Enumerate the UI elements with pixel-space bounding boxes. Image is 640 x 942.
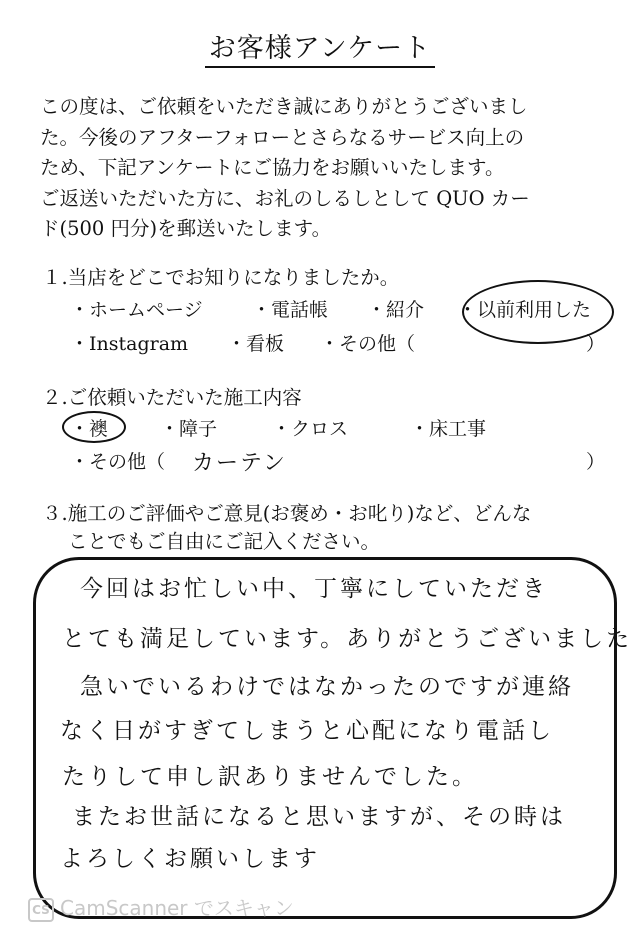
q2-close-paren: ） [586,451,606,473]
comment-line: またお世話になると思いますが、その時は [72,804,566,830]
camscanner-watermark [28,892,294,922]
comment-line: よろしくお願いします [60,846,320,872]
intro-line: この度は、ご依頼をいただき誠にありがとうございまし [40,95,528,118]
comment-line: 今回はお忙しい中、丁寧にしていただき [80,576,548,602]
q1-option-instagram: ・Instagram [70,333,189,355]
q1-option-referral: ・紹介 [367,299,425,321]
q1-option-phonebook: ・電話帳 [252,299,329,321]
intro-line: ド(500 円分)を郵送いたします。 [40,217,332,240]
intro-line: ご返送いただいた方に、お礼のしるしとして QUO カー [40,186,530,210]
intro-line: ため、下記アンケートにご協力をお願いいたします。 [40,156,505,179]
q1-option-homepage: ・ホームページ [70,299,203,321]
page-title [0,26,640,65]
q2-other-handwritten-answer: カーテン [192,451,287,476]
q2-option-other: ・その他（ [70,451,166,473]
q2-option-cloth: ・クロス [272,418,349,440]
intro-paragraph [40,92,620,245]
survey-title: お客様アンケート [205,33,435,68]
watermark-text: CamScanner でスキャン [60,896,294,920]
comment-line: たりして申し訳ありませんでした。 [62,764,478,790]
q1-option-signboard: ・看板 [227,333,285,355]
q2-option-floor: ・床工事 [410,418,487,440]
question-3-line: ３.施工のご評価やご意見(お褒め・お叱り)など、どんな [42,502,532,525]
q2-option-fusuma: ・襖 [70,418,109,440]
q1-close-paren: ） [586,333,606,355]
camscanner-logo-icon: CS [28,898,54,922]
comment-line: なく日がすぎてしまうと心配になり電話し [60,718,554,744]
comment-line: 急いでいるわけではなかったのですが連絡 [80,674,574,700]
q1-option-previous-use: ・以前利用した [458,299,592,321]
question-3-line: ことでもご自由にご記入ください。 [68,530,381,553]
question-2: ２.ご依頼いただいた施工内容 [42,386,302,409]
intro-line: た。今後のアフターフォローとさらなるサービス向上の [40,125,525,149]
question-1: １.当店をどこでお知りになりましたか。 [42,266,400,289]
q1-option-other: ・その他（ [320,333,416,355]
q2-selected-circle [62,411,126,443]
comment-line: とても満足しています。ありがとうございました [62,626,633,652]
q2-option-shoji: ・障子 [160,418,218,440]
